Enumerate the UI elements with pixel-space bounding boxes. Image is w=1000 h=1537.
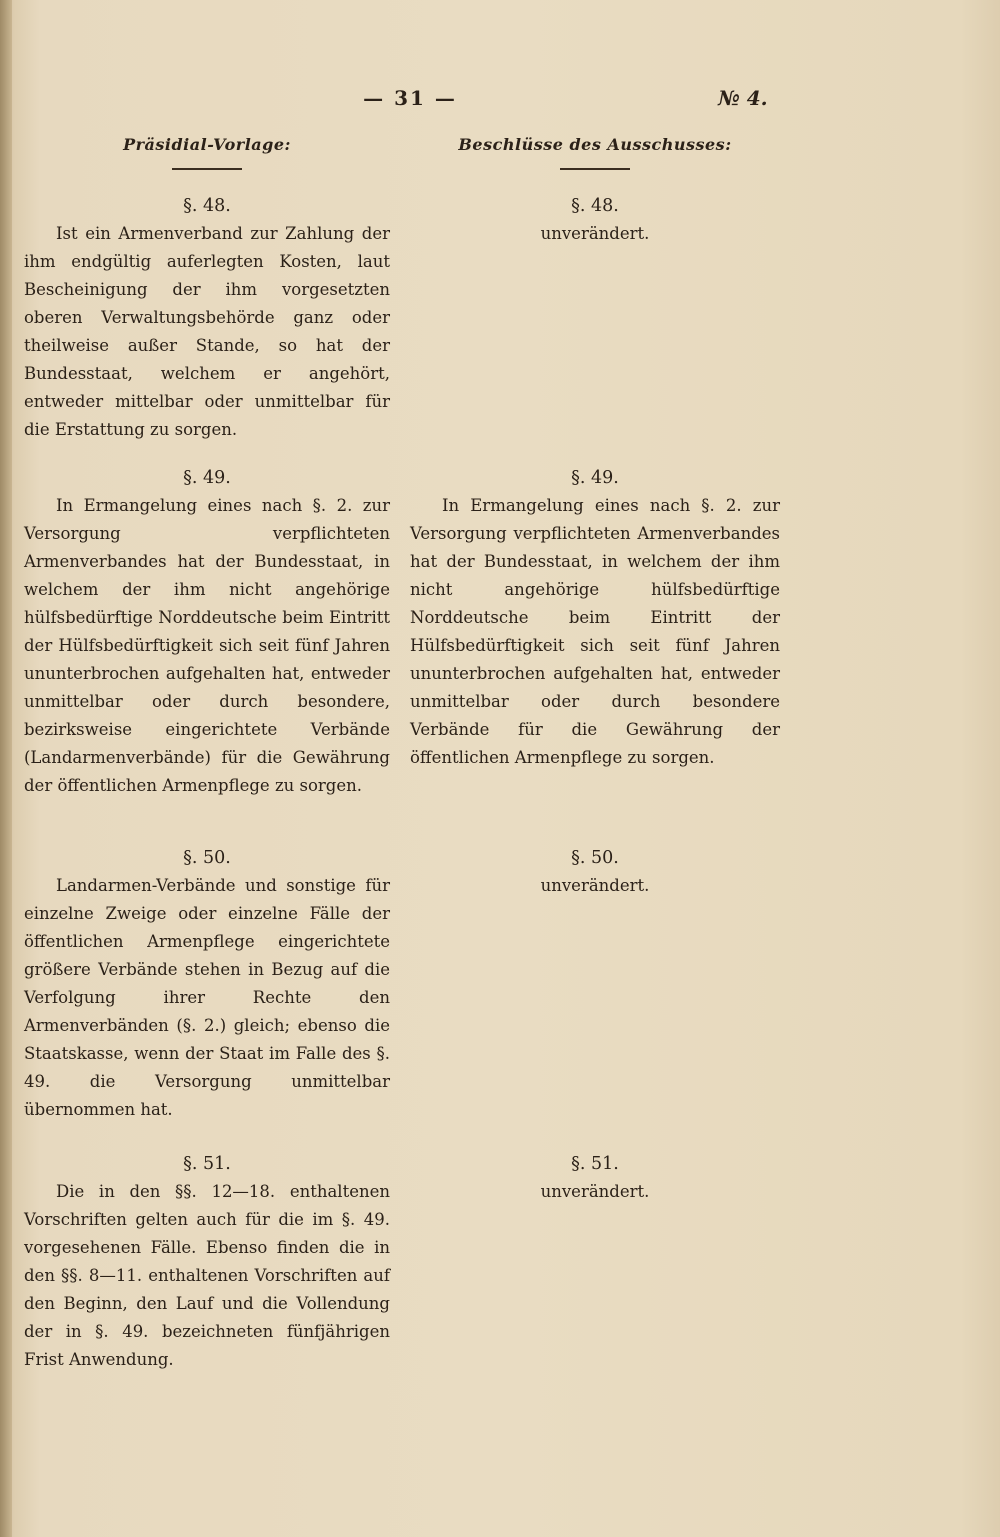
section-text: unverändert. <box>540 876 650 895</box>
section-text: Ist ein Armenverband zur Zahlung der ihm endgültig auferlegten Kosten, laut Bescheinigung der ihm vorgesetzten oberen Verwaltungsbehörde ganz oder theilweise außer Stande, so hat der Bundesstaat, welchem er angehört, entweder mittelbar oder unmittelbar für die Erstattung zu sorgen. <box>24 224 390 439</box>
page-number: — 31 — <box>363 86 457 110</box>
page-header <box>0 86 1000 116</box>
paragraph-number: §. 49. <box>183 468 231 488</box>
section-51 <box>410 1150 780 1206</box>
paragraph-number: §. 50. <box>571 848 619 868</box>
paragraph-number: §. 48. <box>571 196 619 216</box>
paragraph-number: §. 51. <box>571 1154 619 1174</box>
paragraph-number: §. 49. <box>571 468 619 488</box>
section-48 <box>24 192 390 444</box>
heading-rule <box>172 168 242 170</box>
section-49 <box>24 464 390 800</box>
section-text: unverändert. <box>540 1182 650 1201</box>
column-heading: Präsidial-Vorlage: <box>123 135 291 154</box>
section-50 <box>24 844 390 1124</box>
column-ausschuss-beschluesse <box>410 130 780 1201</box>
section-48 <box>410 192 780 248</box>
column-heading: Beschlüsse des Ausschusses: <box>458 135 732 154</box>
section-text: unverändert. <box>540 224 650 243</box>
column-praesidial-vorlage <box>24 130 390 1369</box>
section-text: Die in den §§. 12—18. enthaltenen Vorschriften gelten auch für die im §. 49. vorgesehenen Fälle. Ebenso finden die in den §§. 8—11. enthaltenen Vorschriften auf den Beginn, den Lauf und die Vollendung der in §. 49. bezeichneten fünfjährigen Frist Anwendung. <box>24 1182 390 1369</box>
section-49 <box>410 464 780 772</box>
binding-edge <box>0 0 12 1537</box>
section-text: In Ermangelung eines nach §. 2. zur Versorgung verpflichteten Armenverbandes hat der Bundesstaat, in welchem der ihm nicht angehörige hülfsbedürftige Norddeutsche beim Eintritt der Hülfsbedürftigkeit sich seit fünf Jahren ununterbrochen aufgehalten hat, entweder unmittelbar oder durch besondere Verbände für die Gewährung der öffentlichen Armenpflege zu sorgen. <box>410 496 780 767</box>
section-51 <box>24 1150 390 1374</box>
paragraph-number: §. 50. <box>183 848 231 868</box>
heading-rule <box>560 168 630 170</box>
section-50 <box>410 844 780 900</box>
section-text: In Ermangelung eines nach §. 2. zur Versorgung verpflichteten Armenverbandes hat der Bundesstaat, in welchem der ihm nicht angehörige hülfsbedürftige Norddeutsche beim Eintritt der Hülfsbedürftigkeit sich seit fünf Jahren ununterbrochen aufgehalten hat, entweder unmittelbar oder durch besondere, bezirksweise eingerichtete Verbände (Landarmenverbände) für die Gewährung der öffentlichen Armenpflege zu sorgen. <box>24 496 390 795</box>
section-text: Landarmen-Verbände und sonstige für einzelne Zweige oder einzelne Fälle der öffentlichen Armenpflege eingerichtete größere Verbände stehen in Bezug auf die Verfolgung ihrer Rechte den Armenverbänden (§. 2.) gleich; ebenso die Staatskasse, wenn der Staat im Falle des §. 49. die Versorgung unmittelbar übernommen hat. <box>24 876 390 1119</box>
paragraph-number: §. 48. <box>183 196 231 216</box>
paragraph-number: §. 51. <box>183 1154 231 1174</box>
document-number: № 4. <box>718 86 768 110</box>
